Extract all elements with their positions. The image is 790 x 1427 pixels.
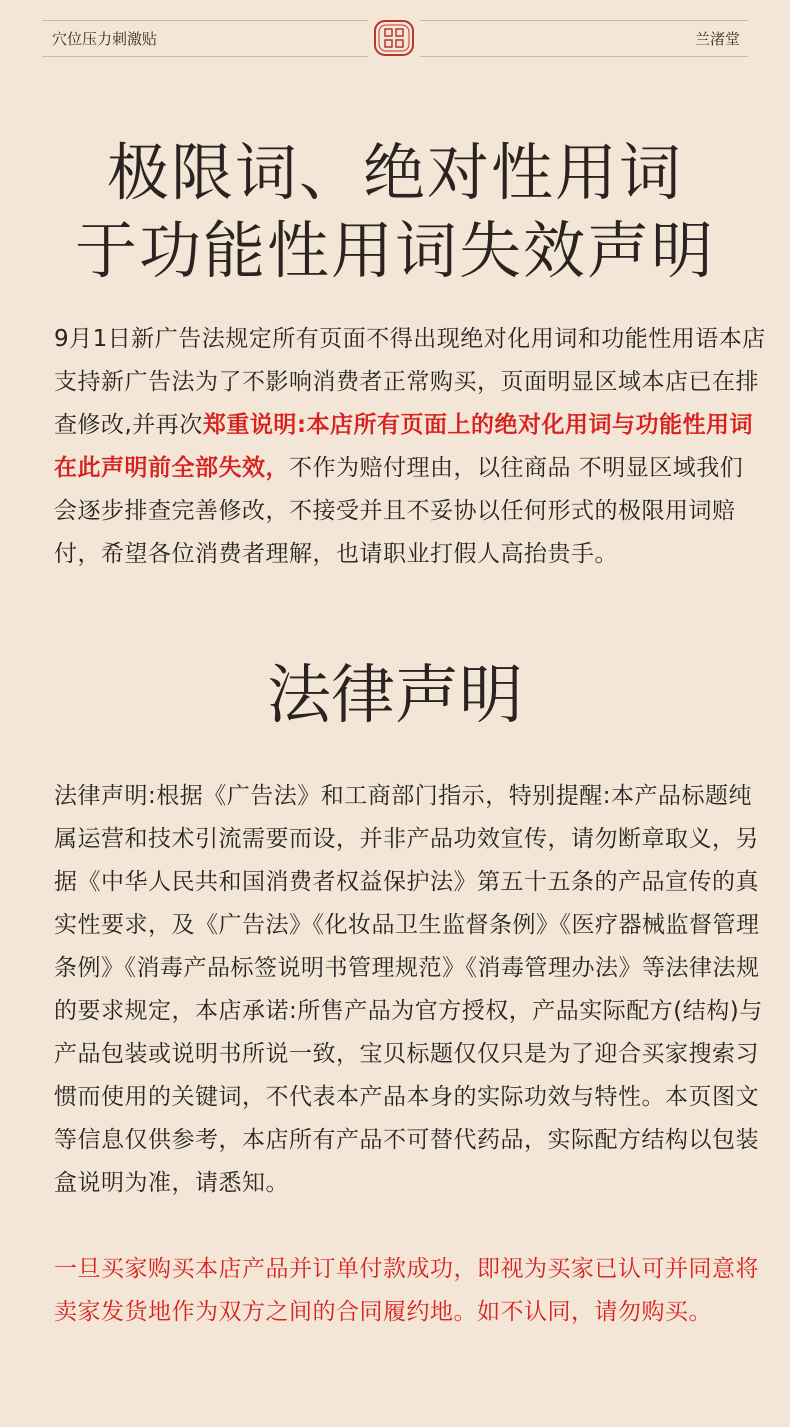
- header-brand-name: 兰渚堂: [694, 30, 740, 48]
- header-divider-top-left: [42, 20, 368, 21]
- statement-text-after: 不作为赔付理由，以往商品 不明显区域我们会逐步排查完善修改，不接受并且不妥协以任何形式的极限用词赔付，希望各位消费者理解，也请职业打假人高抬贵手。: [54, 455, 744, 567]
- legal-heading: 法律声明: [267, 659, 523, 733]
- page-header: [0, 0, 790, 80]
- header-divider-bottom-left: [42, 56, 368, 57]
- header-divider-bottom-right: [420, 56, 748, 57]
- statement-text-before: 9月1日新广告法规定所有页面不得出现绝对化用词和功能性用语本店支持新广告法为了不影响消费者正常购买，页面明显区域本店已在排查修改,并再次: [54, 326, 766, 438]
- legal-body: 法律声明:根据《广告法》和工商部门指示，特别提醒:本产品标题纯属运营和技术引流需要而设，并非产品功效宣传，请勿断章取义，另据《中华人民共和国消费者权益保护法》第五十五条的产品宣传的真实性要求，及《广告法》《化妆品卫生监督条例》《医疗器械监督管理条例》《消毒产品标签说明书管理规范》《消毒管理办法》等法律法规的要求规定，本店承诺:所售产品为官方授权，产品实际配方(结构)与产品包装或说明书所说一致，宝贝标题仅仅只是为了迎合买家搜索习惯而使用的关键词，不代表本产品本身的实际功效与特性。本页图文等信息仅供参考，本店所有产品不可替代药品，实际配方结构以包装盒说明为准，请悉知。: [54, 783, 763, 1196]
- header-product-name: 穴位压力刺激贴: [52, 30, 158, 48]
- legal-red-notice: 一旦买家购买本店产品并订单付款成功，即视为买家已认可并同意将卖家发货地作为双方之间的合同履约地。如不认同，请勿购买。: [54, 1256, 759, 1325]
- statement-highlight: 郑重说明:本店所有页面上的绝对化用词与功能性用词在此声明前全部失效，: [54, 412, 754, 481]
- page-title-line-2: 于功能性用词失效声明: [74, 214, 715, 287]
- invalidity-statement: [54, 318, 766, 576]
- page-title-line-1: 极限词、绝对性用词: [106, 136, 683, 209]
- brand-seal-logo: [372, 18, 416, 58]
- header-divider-top-right: [420, 20, 748, 21]
